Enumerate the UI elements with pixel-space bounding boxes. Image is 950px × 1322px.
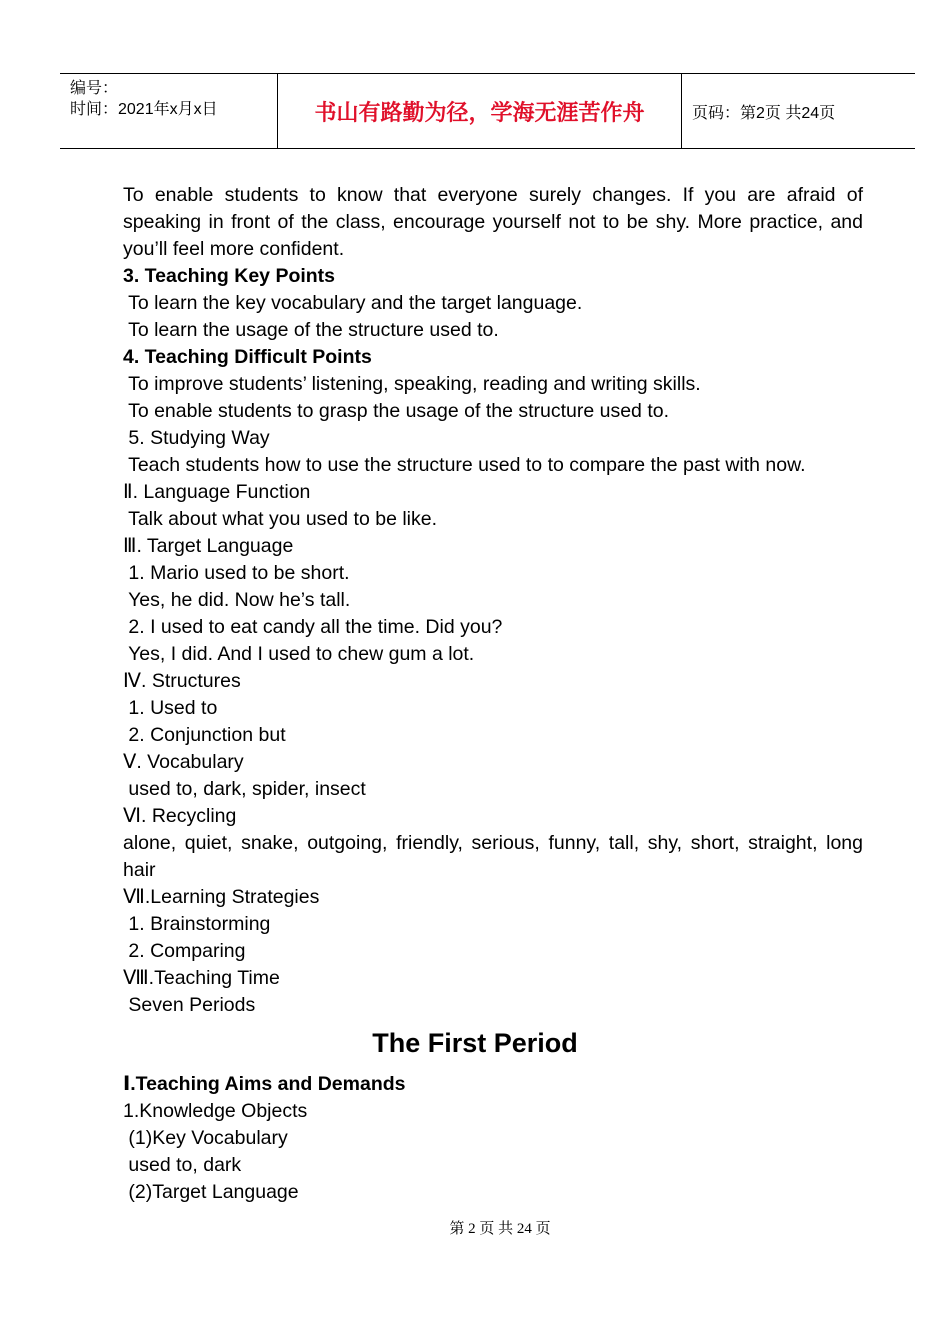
heading-language-function: Ⅱ. Language Function <box>123 481 311 503</box>
paragraph: alone, quiet, snake, outgoing, friendly, serious, funny, tall, shy, short, straight, long hair <box>123 832 863 881</box>
heading-teaching-time: Ⅷ.Teaching Time <box>123 967 280 989</box>
text-line: Talk about what you used to be like. <box>123 508 438 530</box>
heading-vocabulary: Ⅴ. Vocabulary <box>123 751 244 773</box>
heading-difficult-points: 4. Teaching Difficult Points <box>123 346 372 368</box>
text-line: 1. Brainstorming <box>123 913 271 935</box>
heading-target-language: Ⅲ. Target Language <box>123 535 294 557</box>
text-line: Yes, I did. And I used to chew gum a lot. <box>123 643 475 665</box>
heading-teaching-aims: Ⅰ.Teaching Aims and Demands <box>123 1073 406 1095</box>
text-line: Yes, he did. Now he’s tall. <box>123 589 351 611</box>
heading-learning-strategies: Ⅶ.Learning Strategies <box>123 886 320 908</box>
text-line: 1. Used to <box>123 697 218 719</box>
section-title: The First Period <box>372 1028 578 1058</box>
time-label: 时间：2021年x月x日 <box>70 101 218 118</box>
header-left <box>70 78 218 120</box>
header-motto: 书山有路勤为径，学海无涯苦作舟 <box>314 100 645 126</box>
text-line: 1. Mario used to be short. <box>123 562 350 584</box>
section-body <box>123 1071 863 1206</box>
document-body <box>123 182 863 1019</box>
text-line: used to, dark <box>123 1154 242 1176</box>
text-line: 2. Comparing <box>123 940 246 962</box>
text-line: used to, dark, spider, insect <box>123 778 366 800</box>
text-line: To enable students to grasp the usage of the structure used to. <box>123 400 669 422</box>
heading-recycling: Ⅵ. Recycling <box>123 805 237 827</box>
text-line: Seven Periods <box>123 994 256 1016</box>
number-label: 编号： <box>70 80 119 97</box>
page-footer: 第 2 页 共 24 页 <box>449 1221 551 1237</box>
text-line: 1.Knowledge Objects <box>123 1100 308 1122</box>
header-divider <box>681 74 682 148</box>
text-line: To learn the usage of the structure used to. <box>123 319 499 341</box>
paragraph: To enable students to know that everyone surely changes. If you are afraid of speaking in front of the class, encourage yourself not to be shy. More practice, and you’ll feel more confident. <box>123 184 863 260</box>
text-line: To improve students’ listening, speaking, reading and writing skills. <box>123 373 701 395</box>
heading-key-points: 3. Teaching Key Points <box>123 265 336 287</box>
text-line: 2. Conjunction but <box>123 724 286 746</box>
header-page-info: 页码：第2页 共24页 <box>692 104 836 122</box>
text-line: Teach students how to use the structure used to to compare the past with now. <box>123 454 806 476</box>
text-line: (2)Target Language <box>123 1181 299 1203</box>
page-header <box>60 73 915 149</box>
text-line: 2. I used to eat candy all the time. Did you? <box>123 616 503 638</box>
text-line: (1)Key Vocabulary <box>123 1127 288 1149</box>
heading-structures: Ⅳ. Structures <box>123 670 241 692</box>
text-line: 5. Studying Way <box>123 427 270 449</box>
text-line: To learn the key vocabulary and the target language. <box>123 292 583 314</box>
